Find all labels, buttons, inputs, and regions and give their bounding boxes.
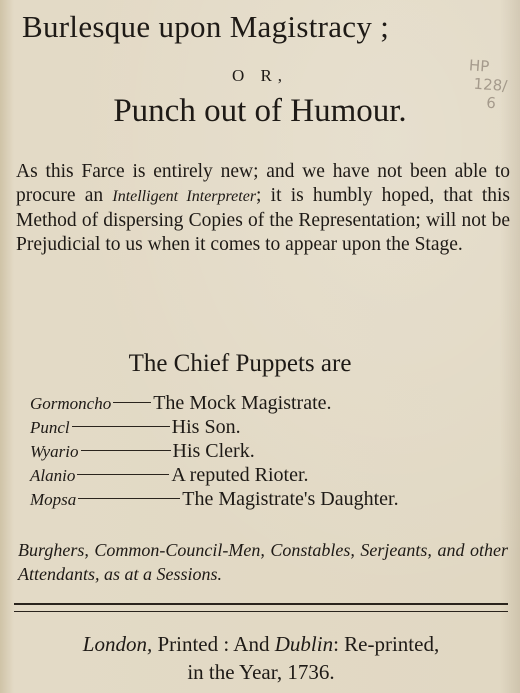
double-rule-divider: [14, 603, 508, 612]
dash-rule: [113, 402, 151, 403]
dash-rule: [81, 450, 171, 451]
or-line: O R,: [231, 66, 289, 85]
cast-row: [30, 392, 510, 416]
page-title: Burlesque upon Magistracy ;: [22, 9, 390, 44]
notice-paragraph: [16, 160, 510, 257]
notice-text-1: As this Farce is entirely new; and we have not been able to procure an: [16, 161, 510, 206]
chief-puppets-heading: The Chief Puppets are: [128, 350, 352, 377]
imprint-city-dublin: Dublin: [274, 632, 334, 656]
dash-rule: [77, 474, 169, 475]
puppet-name: Puncl: [30, 418, 70, 437]
dash-rule: [78, 498, 180, 499]
shelfmark-line: 6: [485, 93, 497, 113]
puppet-role: The Mock Magistrate.: [153, 392, 332, 414]
page-subtitle: Punch out of Humour.: [113, 93, 407, 129]
puppet-name: Gormoncho: [30, 394, 112, 413]
imprint: [14, 630, 508, 686]
puppet-name: Mopsa: [30, 490, 77, 509]
imprint-line-1: [14, 630, 508, 658]
dash-rule: [72, 426, 170, 427]
puppet-role: His Son.: [171, 416, 241, 438]
imprint-year: in the Year, 1736.: [187, 660, 335, 684]
puppet-role: A reputed Rioter.: [171, 464, 309, 486]
puppet-role: His Clerk.: [172, 440, 255, 462]
imprint-reprinted: : Re-printed,: [333, 632, 440, 656]
notice-text-2: ; it is humbly hoped, that this Method of dispersing Copies of the Representation; will not be Prejudicial to us when it comes to appear upon the Stage.: [16, 185, 511, 255]
shelfmark-line: HP: [468, 56, 490, 76]
cast-list: [30, 392, 510, 512]
cast-row: [30, 416, 510, 440]
handwritten-shelfmark: [463, 56, 520, 159]
notice-italic: Intelligent Interpreter: [112, 188, 257, 205]
puppet-name: Alanio: [30, 466, 76, 485]
cast-row: [30, 488, 510, 512]
shelfmark-line: 128/: [473, 74, 508, 95]
cast-row: [30, 464, 510, 488]
puppet-role: The Magistrate's Daughter.: [182, 488, 399, 510]
attendants-line: Burghers, Common-Council-Men, Constables, Serjeants, and other Attendants, as at a Sessions.: [18, 540, 508, 584]
imprint-city-london: London,: [82, 632, 153, 656]
imprint-printed: Printed : And: [157, 632, 270, 656]
cast-row: [30, 440, 510, 464]
puppet-name: Wyario: [30, 442, 79, 461]
